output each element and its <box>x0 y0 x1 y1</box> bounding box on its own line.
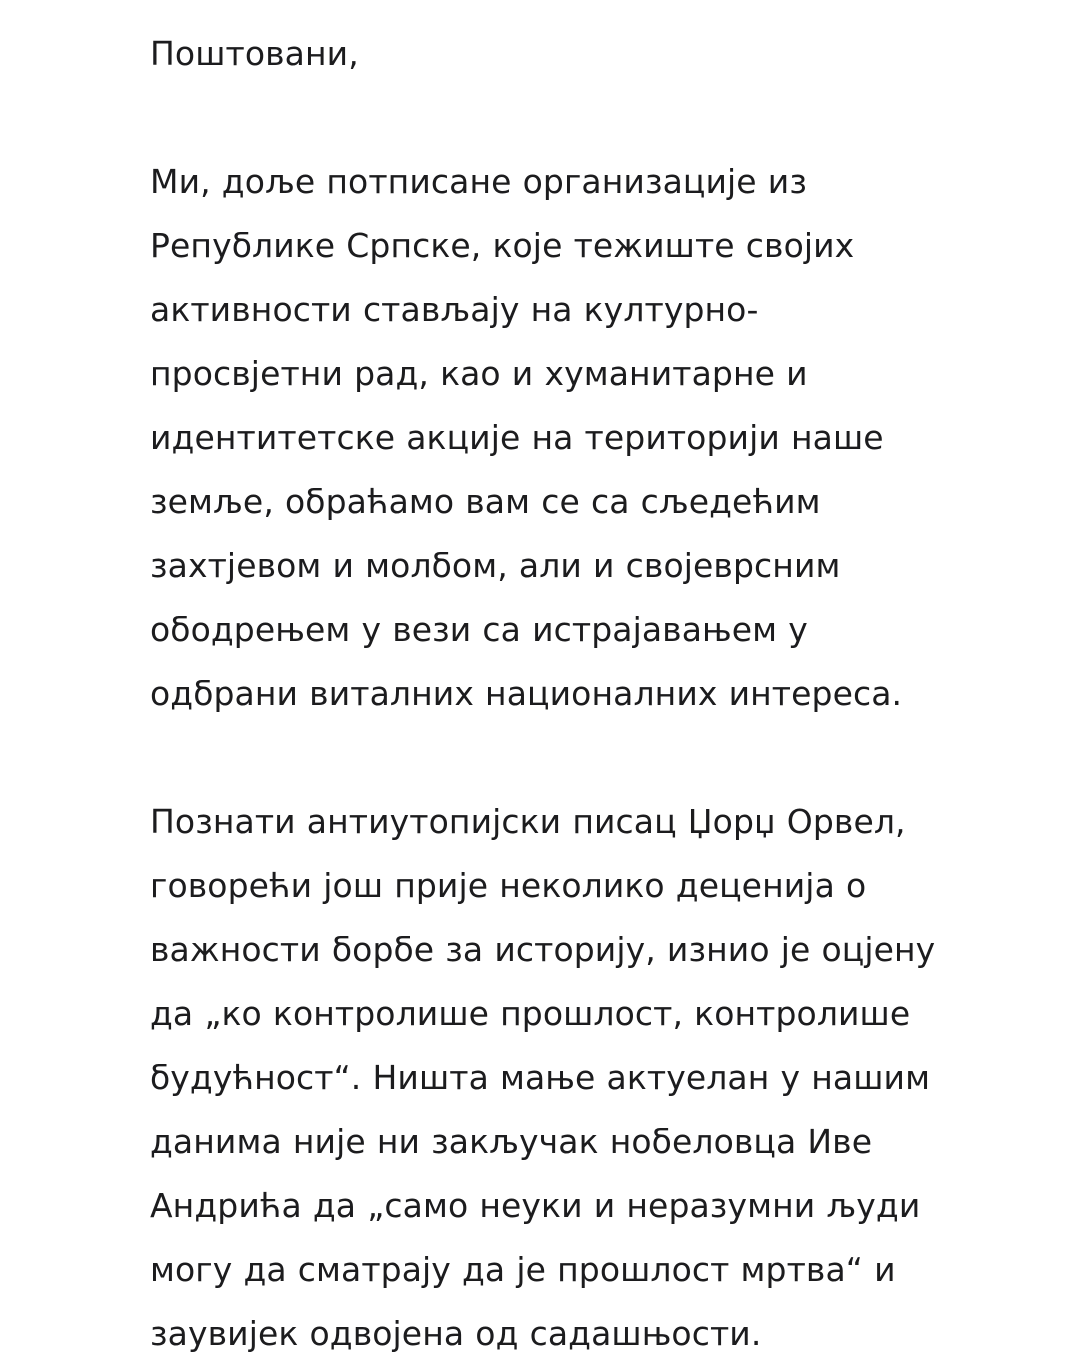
salutation-text: Поштовани, <box>150 34 359 73</box>
body-paragraph-1: Ми, доље потписане организације из Републике Српске, које тежиште својих активности стављају на културно-просвјетни рад, као и хуманитарне и идентитетске акције на територији наше земље, обраћамо вам се са сљедећим захтјевом и молбом, али и својеврсним ободрењем у вези са истрајавањем у одбрани виталних националних интереса. <box>150 162 903 713</box>
document-body <box>150 22 940 1366</box>
body-paragraph-2: Познати антиутопијски писац Џорџ Орвел, говорећи још прије неколико деценија о важности борбе за историју, изнио је оцјену да „ко контролише прошлост, контролише будућност“. Ништа мање актуелан у нашим данима није ни закључак нобеловца Иве Андрића да „само неуки и неразумни људи могу да сматрају да је прошлост мртва“ и заувијек одвојена од садашњости. <box>150 802 936 1353</box>
